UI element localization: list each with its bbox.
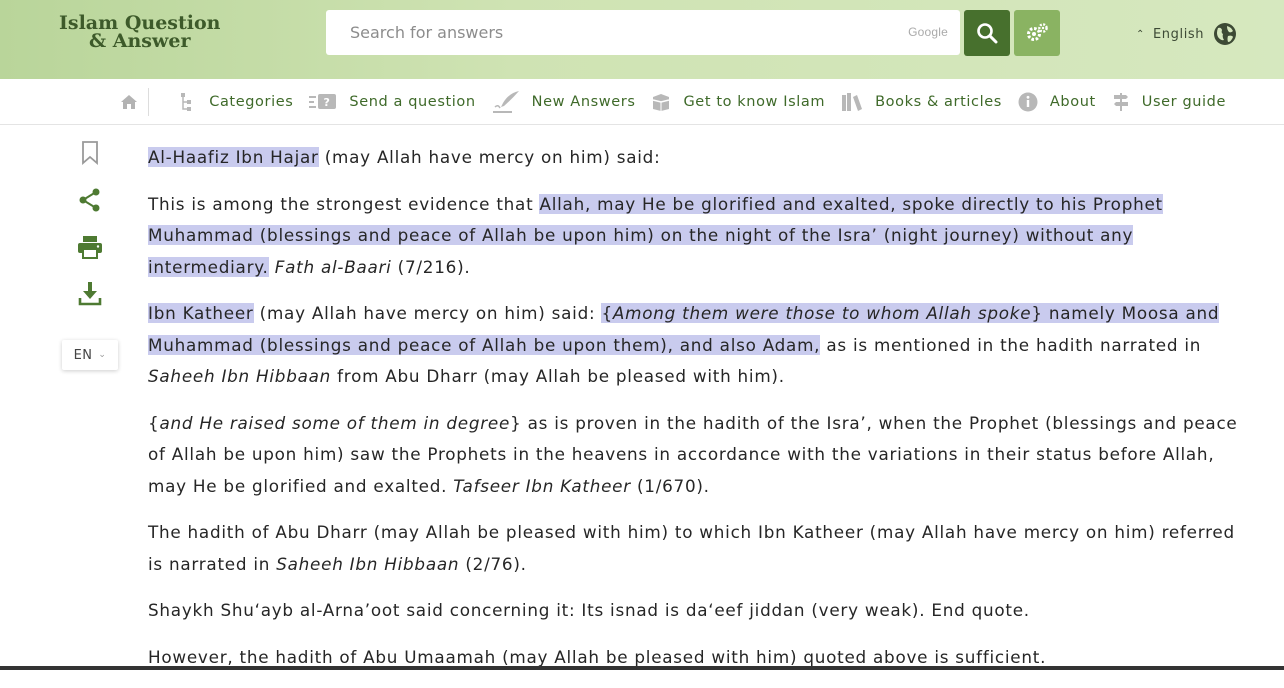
chevron-down-icon: ⌄ [98, 350, 107, 360]
source-title: Tafseer Ibn Katheer [453, 475, 631, 496]
highlighted-text: Ibn Katheer [148, 303, 254, 323]
language-code: EN [73, 347, 93, 363]
advanced-search-button[interactable] [1014, 10, 1060, 56]
nav-item-label: Books & articles [875, 93, 1002, 110]
share-button[interactable] [62, 187, 118, 213]
signpost-icon [1112, 92, 1130, 112]
nav-item-label: User guide [1141, 93, 1226, 110]
highlighted-text: Allah, may He be glorified and exalted, spoke directly to his Prophet Muhammad (blessings and peace of Allah be upon him) on the night of the Isra’ (night journey) without any intermediary. [148, 193, 1163, 277]
highlighted-text: { [601, 303, 613, 323]
logo-line-2: & Answer [88, 30, 191, 52]
highlighted-text: } namely Moosa and Muhammad (blessings and peace of Allah be upon them), and also Adam, [148, 303, 1220, 355]
search-icon [976, 22, 998, 44]
site-logo[interactable] [59, 14, 220, 50]
article-body [148, 142, 1248, 688]
info-icon [1018, 92, 1038, 112]
paragraph [148, 142, 1248, 174]
question-form-icon [309, 93, 337, 111]
download-button[interactable] [62, 281, 118, 307]
reference: (2/76). [459, 553, 527, 574]
language-switcher[interactable] [1136, 22, 1237, 46]
bookmark-icon [81, 141, 99, 165]
quill-icon [492, 90, 520, 114]
nav-item-label: About [1049, 93, 1096, 110]
text: The hadith of Abu Dharr (may Allah be pleased with him) to which Ibn Katheer (may Allah have mercy on him) referred is narrated in [148, 522, 1235, 574]
nav-item-label: Send a question [349, 93, 476, 110]
content-language-select[interactable] [62, 340, 118, 370]
paragraph [148, 189, 1248, 284]
globe-icon [1213, 22, 1237, 46]
nav-item-new-answers[interactable] [492, 90, 636, 114]
source-title: Fath al-Baari [274, 256, 392, 277]
search-button[interactable] [964, 10, 1010, 56]
logo-line-1: Islam Question [59, 12, 221, 34]
paragraph [148, 517, 1248, 580]
search-input[interactable] [326, 10, 886, 55]
printer-icon [77, 235, 103, 259]
source-title: Saheeh Ibn Hibbaan [148, 366, 332, 386]
google-brand-label: Google [908, 25, 948, 39]
paragraph: Shaykh Shu‘ayb al-Arna’oot said concerning it: Its isnad is da‘eef jiddan (very weak). End quote. [148, 600, 1030, 620]
reference: (1/670). [630, 475, 710, 496]
article-tools [62, 140, 118, 328]
quran-quote: Among them were those to whom Allah spoke [612, 303, 1032, 323]
books-icon [841, 92, 863, 112]
language-label: English [1152, 26, 1205, 42]
nav-item-know-islam[interactable] [651, 92, 825, 112]
text: This is among the strongest evidence that [148, 193, 540, 214]
nav-item-categories[interactable] [179, 92, 293, 112]
nav-item-label: Get to know Islam [683, 93, 826, 110]
bookmark-button[interactable] [62, 140, 118, 166]
nav-item-label: Categories [209, 93, 294, 110]
source-title: Saheeh Ibn Hibbaan [276, 553, 460, 574]
nav-item-user-guide[interactable] [1112, 92, 1226, 112]
text: (may Allah have mercy on him) said: [318, 147, 661, 167]
share-icon [78, 188, 102, 212]
text: as is mentioned in the hadith narrated in [820, 334, 1202, 355]
reference: (7/216). [391, 256, 471, 277]
categories-icon [179, 92, 197, 112]
kaaba-icon [651, 92, 671, 112]
bottom-edge [0, 666, 1284, 670]
download-icon [78, 281, 102, 307]
paragraph: However, the hadith of Abu Umaamah (may Allah be pleased with him) quoted above is sufficient. [148, 646, 1047, 667]
chevron-up-icon: ⌃ [1136, 28, 1145, 40]
text: from Abu Dharr (may Allah be pleased with him). [331, 366, 785, 386]
highlighted-text: Al-Haafiz Ibn Hajar [148, 147, 319, 167]
nav-item-label: New Answers [531, 93, 636, 110]
paragraph [148, 408, 1248, 503]
site-header [0, 0, 1284, 79]
nav-item-send-question[interactable] [309, 93, 475, 111]
home-icon [120, 94, 138, 110]
text: } as is proven in the hadith of the Isra’, when the Prophet (blessings and peace of Allah be upon him) saw the Prophets in the heavens in accordance with the variations in their status before Allah, may He be glorified and exalted. [148, 412, 1238, 496]
gears-icon [1025, 22, 1049, 44]
search-bar [326, 10, 960, 55]
quran-quote: and He raised some of them in degree [159, 412, 511, 433]
main-navigation [0, 79, 1284, 125]
paragraph [148, 298, 1248, 393]
text: { [148, 412, 160, 433]
nav-item-books-articles[interactable] [841, 92, 1002, 112]
text: (may Allah have mercy on him) said: [253, 303, 602, 323]
nav-item-about[interactable] [1018, 92, 1096, 112]
nav-home[interactable] [120, 88, 149, 116]
print-button[interactable] [62, 234, 118, 260]
svg-text:?: ? [323, 95, 331, 109]
